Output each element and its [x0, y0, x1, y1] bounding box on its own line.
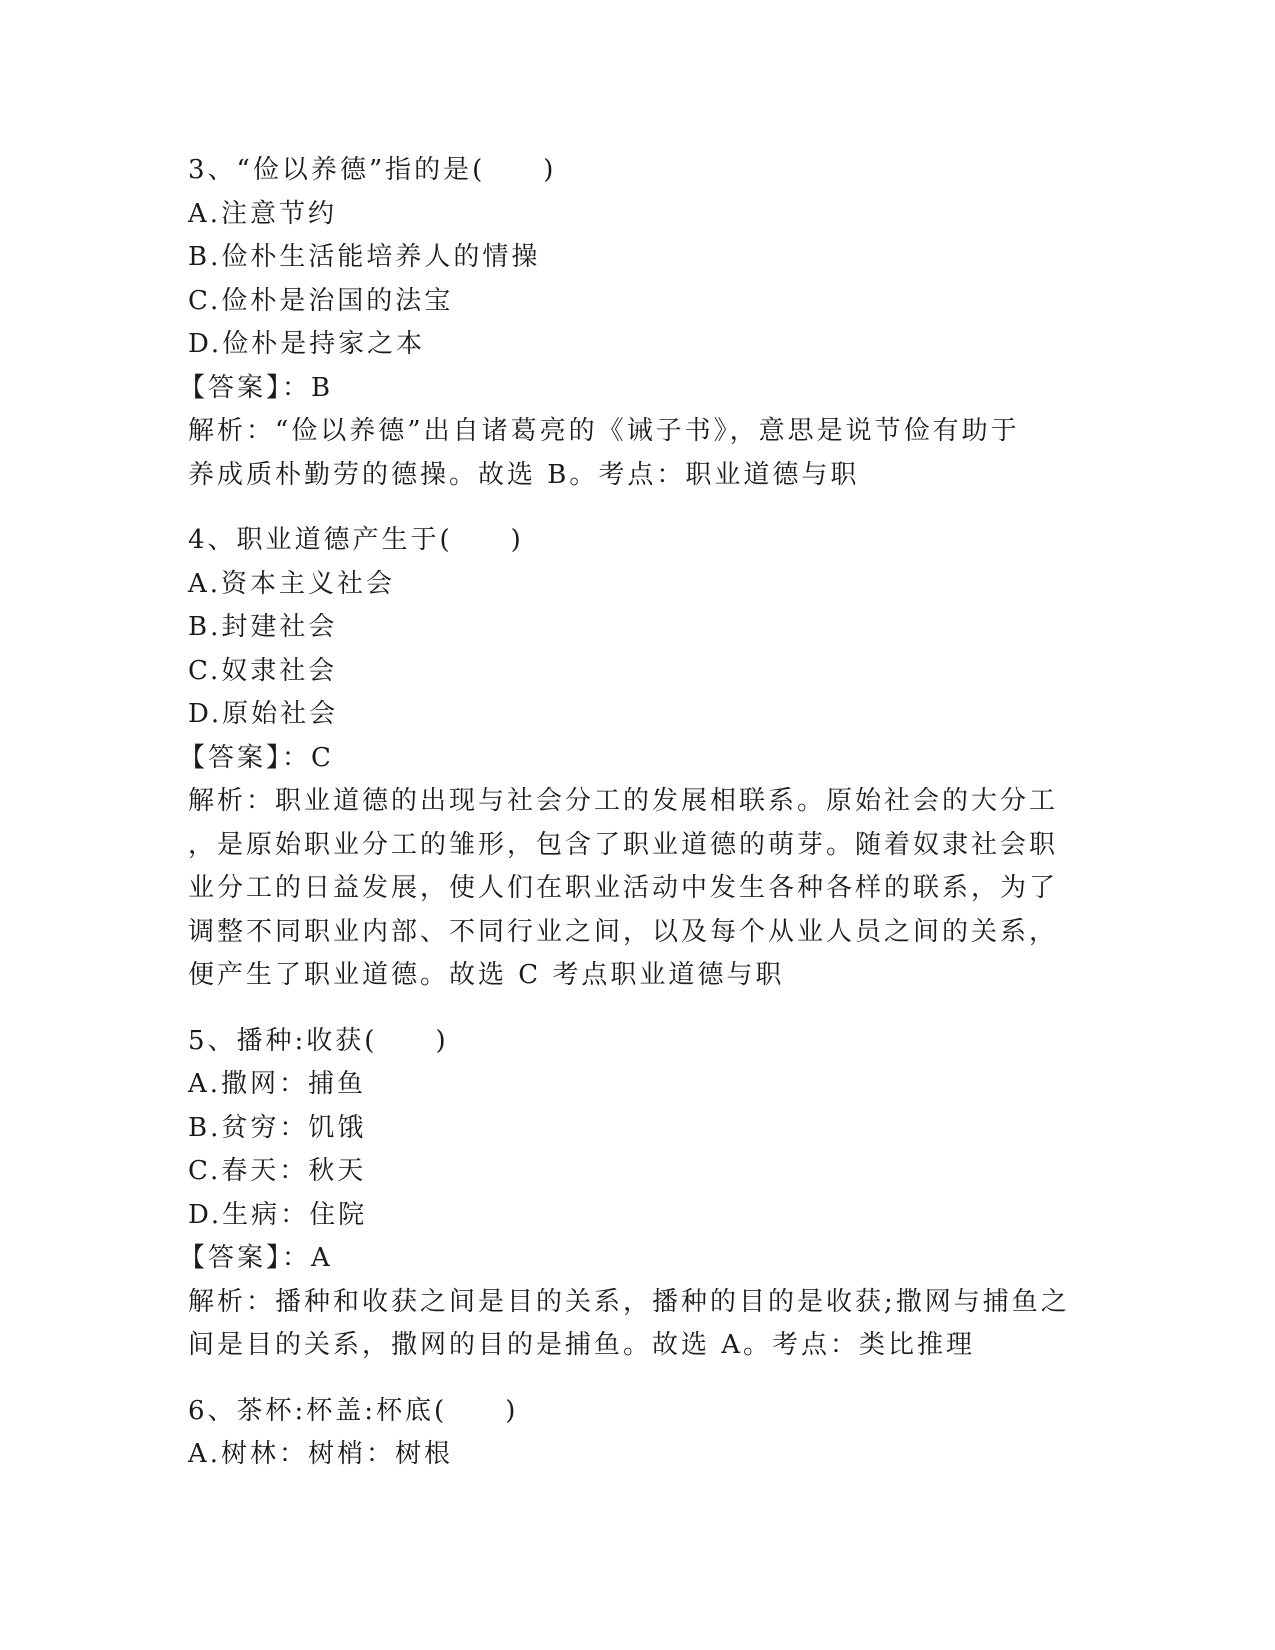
option-b: B.俭朴生活能培养人的情操 [188, 242, 541, 272]
analysis-line: 业分工的日益发展，使人们在职业活动中发生各种各样的联系，为了 [188, 873, 1059, 903]
option-d: D.原始社会 [188, 699, 339, 729]
option-a: A.资本主义社会 [188, 568, 396, 599]
answer-line: 【答案】：C [179, 742, 334, 773]
option-c: C.奴隶社会 [188, 655, 338, 686]
option-a: A.树林：树梢：树根 [188, 1439, 454, 1469]
option-d: D.生病：住院 [188, 1199, 368, 1230]
option-b: B.贫穷：饥饿 [188, 1112, 367, 1143]
question-3 [179, 149, 1088, 497]
answer-line: 【答案】：B [179, 372, 334, 403]
analysis-line: 调整不同职业内部、不同行业之间，以及每个从业人员之间的关系， [188, 916, 1059, 947]
analysis-line: 间是目的关系，撒网的目的是捕鱼。故选 A。考点：类比推理 [188, 1330, 976, 1360]
analysis-line: 解析：职业道德的出现与社会分工的发展相联系。原始社会的大分工 [188, 786, 1059, 816]
question-4 [179, 519, 1088, 998]
analysis-line: ，是原始职业分工的雏形，包含了职业道德的萌芽。随着奴隶社会职 [188, 829, 1059, 860]
question-5 [179, 1020, 1088, 1368]
question-stem: 4、职业道德产生于( ) [188, 525, 524, 555]
question-list [179, 149, 1088, 1477]
analysis-line: 解析：播种和收获之间是目的关系，播种的目的是收获;撒网与捕鱼之 [188, 1286, 1070, 1317]
option-a: A.注意节约 [188, 198, 338, 229]
answer-line: 【答案】：A [179, 1243, 333, 1273]
analysis-line: 养成质朴勤劳的德操。故选 B。考点：职业道德与职 [188, 459, 860, 490]
analysis-line: 解析：“俭以养德”出自诸葛亮的《诫子书》，意思是说节俭有助于 [188, 416, 1020, 446]
analysis-line: 便产生了职业道德。故选 C 考点职业道德与职 [188, 960, 785, 990]
option-d: D.俭朴是持家之本 [188, 329, 426, 359]
option-c: C.春天：秋天 [188, 1156, 367, 1186]
option-b: B.封建社会 [188, 612, 338, 642]
question-6 [188, 1390, 1088, 1477]
question-stem: 3、“俭以养德”指的是( ) [188, 155, 557, 185]
question-stem: 5、播种:收获( ) [188, 1025, 449, 1056]
question-stem: 6、茶杯:杯盖:杯底( ) [188, 1395, 519, 1426]
option-a: A.撒网：捕鱼 [188, 1069, 367, 1099]
option-c: C.俭朴是治国的法宝 [188, 285, 454, 316]
